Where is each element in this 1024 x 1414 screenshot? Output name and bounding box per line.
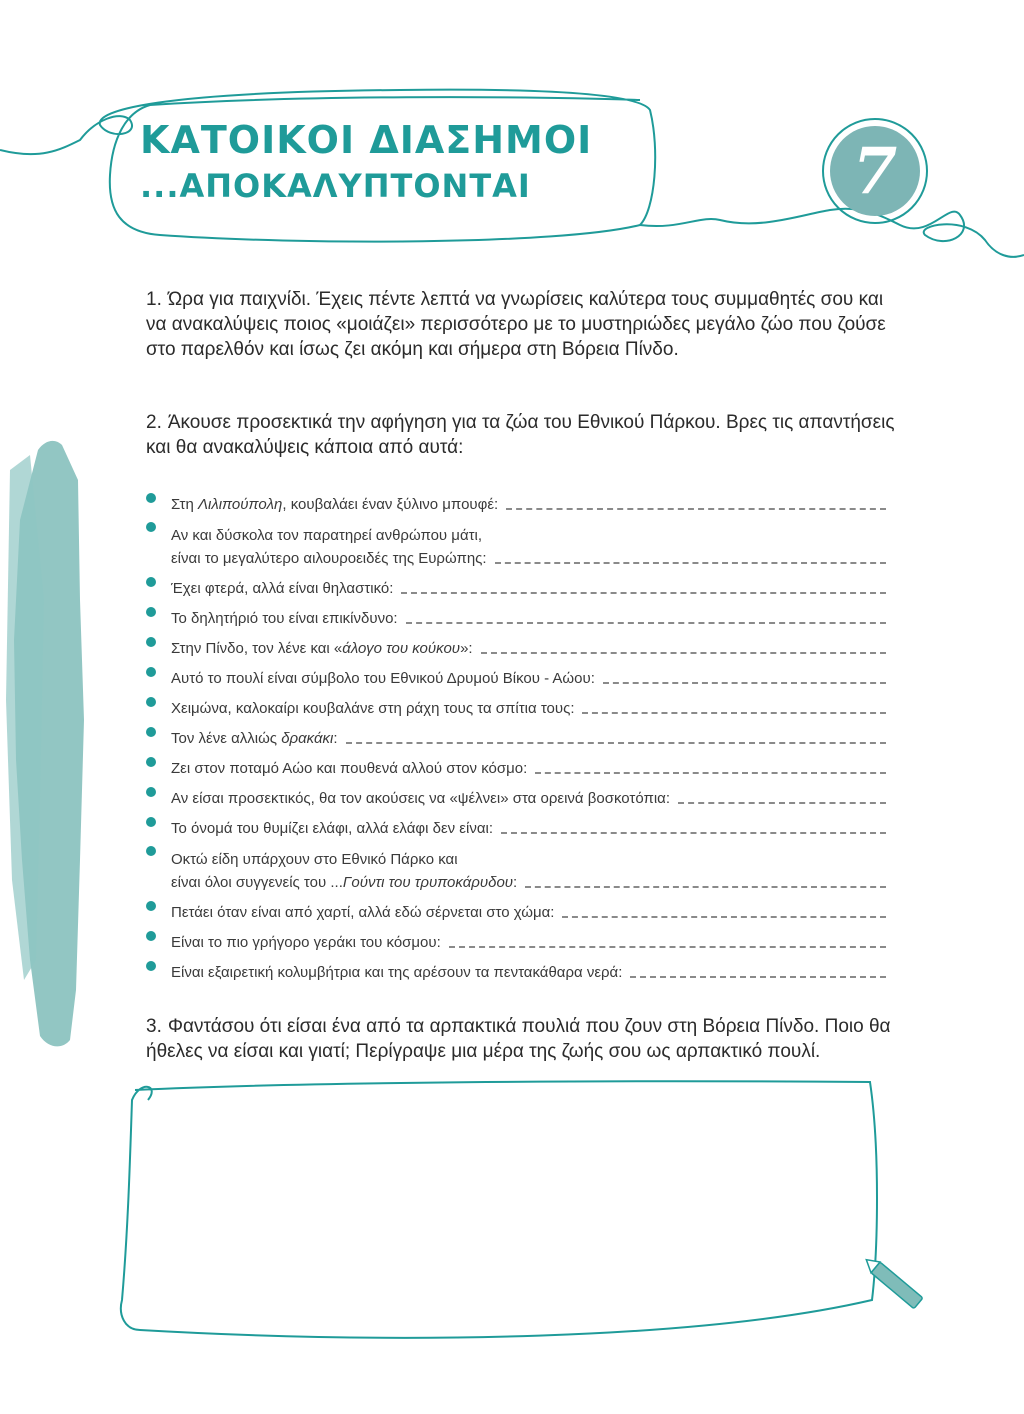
bullet-icon [146, 607, 156, 617]
answer-line[interactable] [401, 591, 886, 594]
clue-item: Έχει φτερά, αλλά είναι θηλαστικό: [146, 570, 886, 600]
bullet-icon [146, 931, 156, 941]
answer-line[interactable] [449, 945, 886, 948]
answer-line[interactable] [562, 915, 886, 918]
clue-item: Στην Πίνδο, τον λένε και «άλογο του κούκου»: [146, 630, 886, 660]
answer-line[interactable] [582, 711, 886, 714]
question-3 [146, 1014, 896, 1064]
clue-item: Είναι εξαιρετική κολυμβήτρια και της αρέσουν τα πεντακάθαρα νερά: [146, 954, 886, 984]
clue-item: Χειμώνα, καλοκαίρι κουβαλάνε στη ράχη τους τα σπίτια τους: [146, 690, 886, 720]
clue-list [146, 486, 886, 984]
answer-line[interactable] [630, 975, 886, 978]
clue-item: Αυτό το πουλί είναι σύμβολο του Εθνικού Δρυμού Βίκου - Αώου: [146, 660, 886, 690]
page-title [140, 118, 592, 206]
clue-item: Ζει στον ποταμό Αώο και πουθενά αλλού στον κόσμο: [146, 750, 886, 780]
activity-number-badge: 7 [830, 126, 920, 216]
answer-line[interactable] [346, 741, 886, 744]
answer-line[interactable] [678, 801, 886, 804]
question-1 [146, 287, 896, 362]
question-2-number: 2. [146, 412, 162, 433]
question-1-text: Ώρα για παιχνίδι. Έχεις πέντε λεπτά να γνωρίσεις καλύτερα τους συμμαθητές σου και να ανακαλύψεις ποιος «μοιάζει» περισσότερο με το μυστηριώδες μεγάλο ζώο που ζούσε στο παρελθόν και ίσως ζει ακόμη και σήμερα στη Βόρεια Πίνδο. [146, 289, 886, 360]
answer-line[interactable] [535, 771, 886, 774]
answer-line[interactable] [501, 831, 886, 834]
bullet-icon [146, 817, 156, 827]
bullet-icon [146, 846, 156, 856]
bullet-icon [146, 787, 156, 797]
bullet-icon [146, 961, 156, 971]
bullet-icon [146, 667, 156, 677]
bullet-icon [146, 727, 156, 737]
answer-line[interactable] [603, 681, 886, 684]
clue-item: Τον λένε αλλιώς δρακάκι: [146, 720, 886, 750]
clue-item: Οκτώ είδη υπάρχουν στο Εθνικό Πάρκο και είναι όλοι συγγενείς του ...Γούντι του τρυποκάρυδου: [146, 840, 886, 894]
answer-line[interactable] [495, 561, 886, 564]
question-3-number: 3. [146, 1016, 162, 1037]
brush-stroke-2 [6, 455, 44, 980]
bullet-icon [146, 757, 156, 767]
title-line-1: ΚΑΤΟΙΚΟΙ ΔΙΑΣΗΜΟΙ [140, 118, 593, 162]
bullet-icon [146, 522, 156, 532]
bullet-icon [146, 697, 156, 707]
answer-line[interactable] [525, 885, 886, 888]
answer-line[interactable] [506, 507, 886, 510]
clue-item: Το όνομά του θυμίζει ελάφι, αλλά ελάφι δεν είναι: [146, 810, 886, 840]
clue-item: Πετάει όταν είναι από χαρτί, αλλά εδώ σέρνεται στο χώμα: [146, 894, 886, 924]
question-2 [146, 410, 896, 460]
bullet-icon [146, 901, 156, 911]
answer-box[interactable] [120, 1078, 880, 1338]
question-2-text: Άκουσε προσεκτικά την αφήγηση για τα ζώα του Εθνικού Πάρκου. Βρες τις απαντήσεις και θα ανακαλύψεις κάποια από αυτά: [146, 412, 895, 458]
header-scribble-tail [640, 209, 1024, 257]
clue-item: Είναι το πιο γρήγορο γεράκι του κόσμου: [146, 924, 886, 954]
bullet-icon [146, 577, 156, 587]
brush-stroke [14, 441, 84, 1047]
question-1-number: 1. [146, 289, 162, 310]
clue-item: Αν είσαι προσεκτικός, θα τον ακούσεις να «ψέλνει» στα ορεινά βοσκοτόπια: [146, 780, 886, 810]
answer-line[interactable] [481, 651, 886, 654]
answer-line[interactable] [406, 621, 886, 624]
clue-item: Στη Λιλιπούπολη, κουβαλάει έναν ξύλινο μπουφέ: [146, 486, 886, 516]
clue-item: Το δηλητήριό του είναι επικίνδυνο: [146, 600, 886, 630]
title-line-2: ...ΑΠΟΚΑΛΥΠΤΟΝΤΑΙ [140, 167, 531, 205]
bullet-icon [146, 637, 156, 647]
question-3-text: Φαντάσου ότι είσαι ένα από τα αρπακτικά πουλιά που ζουν στη Βόρεια Πίνδο. Ποιο θα ήθελες να είσαι και γιατί; Περίγραψε μια μέρα της ζωής σου ως αρπακτικό πουλί. [146, 1016, 891, 1062]
bullet-icon [146, 493, 156, 503]
clue-item: Αν και δύσκολα τον παρατηρεί ανθρώπου μάτι, είναι το μεγαλύτερο αιλουροειδές της Ευρώπης: [146, 516, 886, 570]
